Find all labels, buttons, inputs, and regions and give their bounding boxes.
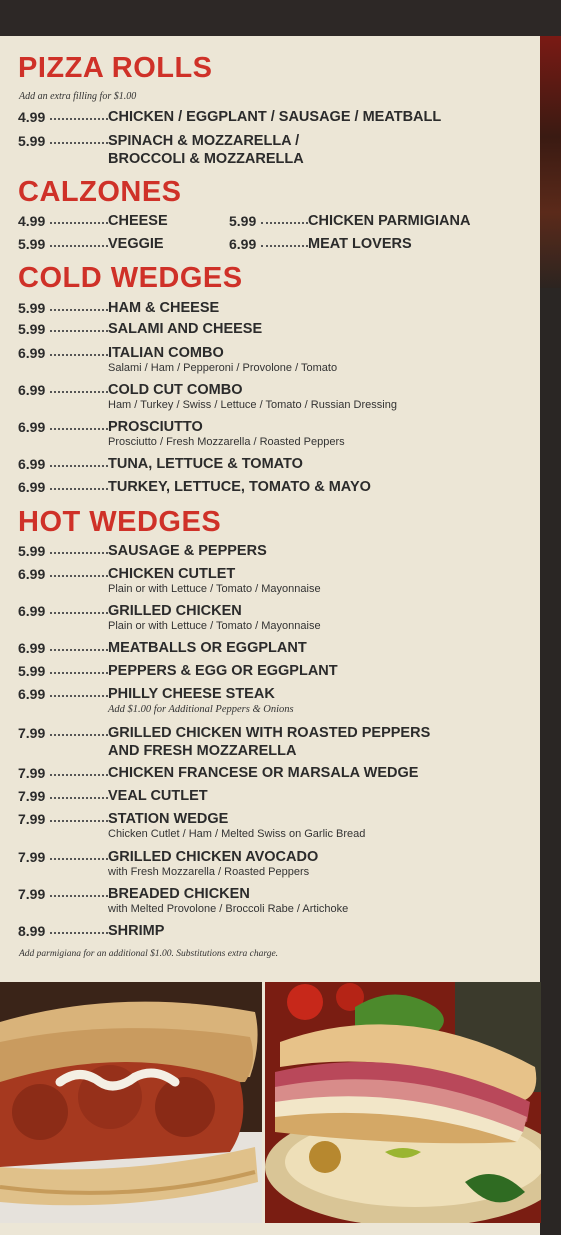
dot-leader — [50, 222, 108, 224]
item-name: STATION WEDGE — [108, 811, 229, 827]
item-price: 6.99 — [18, 566, 46, 582]
dot-leader — [50, 391, 108, 393]
item-price: 5.99 — [18, 321, 46, 337]
item-price: 5.99 — [18, 663, 46, 679]
item-name: VEGGIE — [108, 236, 164, 252]
item-name: PHILLY CHEESE STEAK — [108, 686, 275, 702]
item-price: 6.99 — [18, 345, 46, 361]
dot-leader — [50, 774, 108, 776]
hot-wedges-footnote: Add parmigiana for an additional $1.00. Substitutions extra charge. — [19, 949, 279, 959]
item-price: 6.99 — [18, 382, 46, 398]
item-price: 7.99 — [18, 765, 46, 781]
item-name: CHEESE — [108, 213, 168, 229]
item-price: 5.99 — [18, 133, 46, 149]
item-price: 6.99 — [18, 640, 46, 656]
meatball-wedge-photo — [0, 982, 262, 1223]
item-price: 5.99 — [18, 236, 46, 252]
dot-leader — [50, 488, 108, 490]
dot-leader — [50, 118, 108, 120]
item-price: 6.99 — [18, 419, 46, 435]
item-description: Add $1.00 for Additional Peppers & Onions — [108, 704, 294, 715]
item-price: 6.99 — [229, 236, 257, 252]
calzones-title: CALZONES — [18, 176, 182, 208]
italian-combo-wedge-photo — [265, 982, 541, 1223]
item-price: 4.99 — [18, 109, 46, 125]
dot-leader — [50, 932, 108, 934]
item-name: ITALIAN COMBO — [108, 345, 224, 361]
item-price: 6.99 — [18, 456, 46, 472]
item-name: CHICKEN PARMIGIANA — [308, 213, 471, 229]
item-price: 6.99 — [18, 479, 46, 495]
item-name-line2: AND FRESH MOZZARELLA — [108, 743, 297, 759]
adjacent-page-edge — [540, 36, 561, 288]
dot-leader — [50, 858, 108, 860]
item-description: Chicken Cutlet / Ham / Melted Swiss on Garlic Bread — [108, 828, 366, 840]
item-name: COLD CUT COMBO — [108, 382, 243, 398]
dot-leader — [50, 895, 108, 897]
item-description: Salami / Ham / Pepperoni / Provolone / Tomato — [108, 362, 338, 374]
item-name: CHICKEN CUTLET — [108, 566, 236, 582]
item-price: 4.99 — [18, 213, 46, 229]
item-name: GRILLED CHICKEN — [108, 603, 242, 619]
item-description: Prosciutto / Fresh Mozzarella / Roasted Peppers — [108, 436, 345, 448]
item-price: 8.99 — [18, 923, 46, 939]
dot-leader — [50, 330, 108, 332]
dot-leader — [50, 820, 108, 822]
item-price: 5.99 — [229, 213, 257, 229]
dot-leader — [50, 612, 108, 614]
hot-wedges-title: HOT WEDGES — [18, 506, 222, 538]
item-name: MEAT LOVERS — [308, 236, 412, 252]
item-name: GRILLED CHICKEN AVOCADO — [108, 849, 319, 865]
item-price: 5.99 — [18, 543, 46, 559]
item-price: 6.99 — [18, 603, 46, 619]
dot-leader — [50, 354, 108, 356]
item-name-line2: BROCCOLI & MOZZARELLA — [108, 151, 304, 167]
item-price: 7.99 — [18, 788, 46, 804]
dot-leader — [50, 245, 108, 247]
item-name: PEPPERS & EGG OR EGGPLANT — [108, 663, 338, 679]
dot-leader — [50, 575, 108, 577]
item-description: with Melted Provolone / Broccoli Rabe / Artichoke — [108, 903, 349, 915]
item-name: SAUSAGE & PEPPERS — [108, 543, 267, 559]
dot-leader — [50, 465, 108, 467]
dot-leader — [50, 649, 108, 651]
item-name: CHICKEN FRANCESE OR MARSALA WEDGE — [108, 765, 419, 781]
item-name: GRILLED CHICKEN WITH ROASTED PEPPERS — [108, 725, 431, 741]
item-description: Plain or with Lettuce / Tomato / Mayonnaise — [108, 620, 321, 632]
item-price: 7.99 — [18, 725, 46, 741]
item-name: SPINACH & MOZZARELLA / — [108, 133, 300, 149]
dot-leader — [50, 552, 108, 554]
item-name: VEAL CUTLET — [108, 788, 208, 804]
item-description: Ham / Turkey / Swiss / Lettuce / Tomato / Russian Dressing — [108, 399, 397, 411]
dot-leader — [50, 695, 108, 697]
item-name: BREADED CHICKEN — [108, 886, 250, 902]
dot-leader — [50, 672, 108, 674]
item-price: 7.99 — [18, 886, 46, 902]
item-name: SHRIMP — [108, 923, 165, 939]
item-name: SALAMI AND CHEESE — [108, 321, 263, 337]
dot-leader — [50, 142, 108, 144]
item-name: PROSCIUTTO — [108, 419, 203, 435]
item-price: 6.99 — [18, 686, 46, 702]
menu-page — [0, 36, 540, 1235]
item-price: 5.99 — [18, 300, 46, 316]
item-description: with Fresh Mozzarella / Roasted Peppers — [108, 866, 310, 878]
cold-wedges-title: COLD WEDGES — [18, 262, 243, 294]
dot-leader — [50, 428, 108, 430]
item-name: MEATBALLS OR EGGPLANT — [108, 640, 307, 656]
item-name: TUNA, LETTUCE & TOMATO — [108, 456, 303, 472]
pizza-rolls-title: PIZZA ROLLS — [18, 52, 213, 84]
dot-leader — [261, 222, 308, 224]
item-name: HAM & CHEESE — [108, 300, 220, 316]
item-price: 7.99 — [18, 811, 46, 827]
dot-leader — [50, 734, 108, 736]
dot-leader — [50, 797, 108, 799]
item-description: Plain or with Lettuce / Tomato / Mayonnaise — [108, 583, 321, 595]
item-name: TURKEY, LETTUCE, TOMATO & MAYO — [108, 479, 371, 495]
dot-leader — [261, 245, 308, 247]
top-edge — [0, 0, 561, 36]
dot-leader — [50, 309, 108, 311]
item-price: 7.99 — [18, 849, 46, 865]
pizza-rolls-note: Add an extra filling for $1.00 — [19, 91, 137, 102]
item-name: CHICKEN / EGGPLANT / SAUSAGE / MEATBALL — [108, 109, 442, 125]
